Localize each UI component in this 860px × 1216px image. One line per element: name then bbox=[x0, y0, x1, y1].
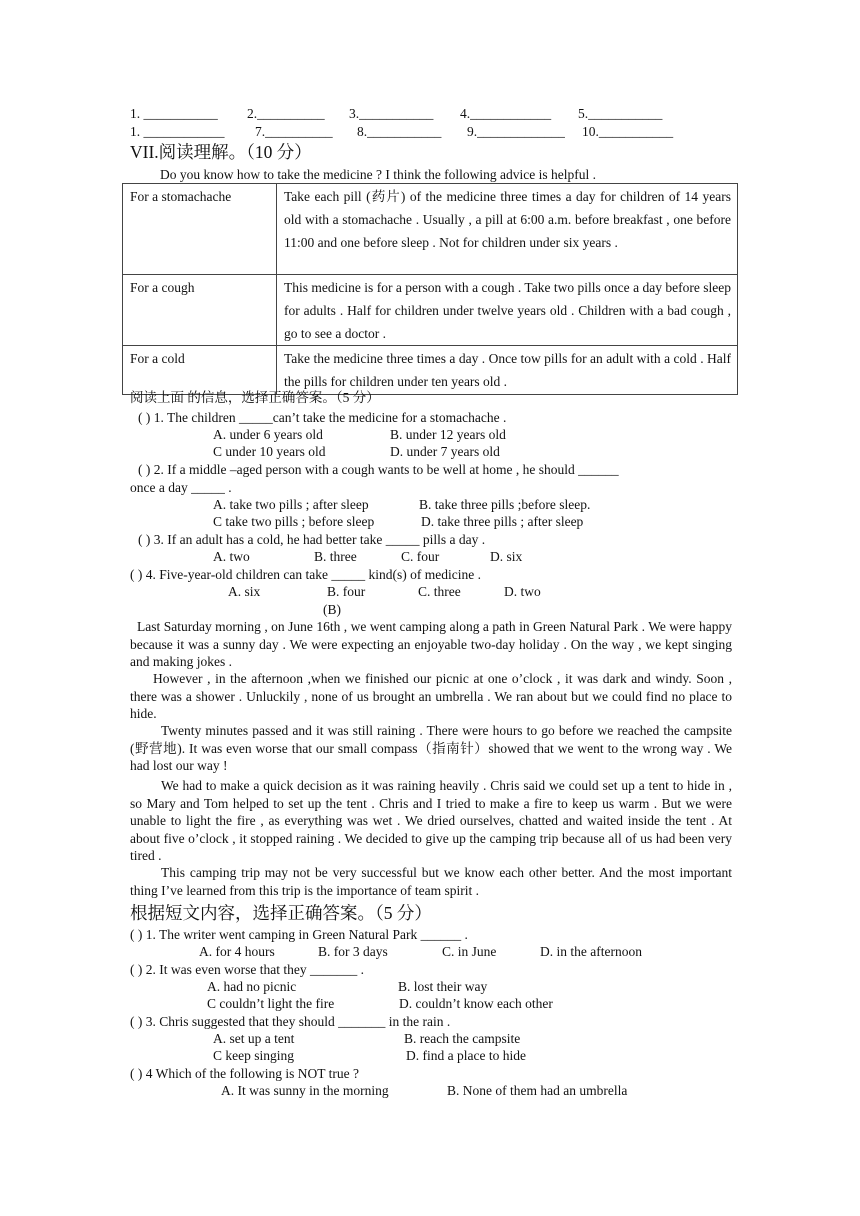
section-instruction: 根据短文内容，选择正确答案。（5 分） bbox=[130, 903, 432, 923]
answer-blank-1: 1. ___________ bbox=[130, 106, 218, 121]
answer-blank-7: 7.__________ bbox=[255, 124, 333, 139]
option-b: B. lost their way bbox=[398, 979, 488, 994]
section-instruction: 阅读上面 的信息，选择正确答案。（5 分） bbox=[130, 390, 380, 405]
option-c: C take two pills ; before sleep bbox=[213, 514, 375, 529]
medicine-advice-table bbox=[122, 183, 738, 395]
passage-paragraph: We had to make a quick decision as it was raining heavily . Chris said we could set up a tent to hide in , so Mary and Tom helped to set up the tent . Chris and I tried to make a fire to keep us warm . But we were unable to light the fire , as everything was wet . We dried ourselves, chatted and waited inside the tent . At about five o’clock , it stopped raining . We decided to give up the camping trip because all of us had been very tired . bbox=[130, 778, 732, 864]
table-cell-label: For a cough bbox=[123, 275, 277, 346]
section-heading: VII.阅读理解。（10 分） bbox=[130, 142, 312, 162]
option-d: D. six bbox=[490, 549, 523, 564]
question-stem: ( ) 4 Which of the following is NOT true ? bbox=[130, 1066, 359, 1081]
question-stem: ( ) 1. The children _____can’t take the medicine for a stomachache . bbox=[138, 410, 507, 425]
option-b: B. for 3 days bbox=[318, 944, 388, 959]
option-d: D. under 7 years old bbox=[390, 444, 500, 459]
answer-blank-8: 8.___________ bbox=[357, 124, 442, 139]
option-c: C. in June bbox=[442, 944, 497, 959]
option-c: C couldn’t light the fire bbox=[207, 996, 335, 1011]
option-a: A. six bbox=[228, 584, 261, 599]
question-stem: ( ) 3. If an adult has a cold, he had better take _____ pills a day . bbox=[138, 532, 486, 547]
question-stem: ( ) 4. Five-year-old children can take _____ kind(s) of medicine . bbox=[130, 567, 481, 582]
option-a: A. had no picnic bbox=[207, 979, 297, 994]
answer-blank-2: 2.__________ bbox=[247, 106, 325, 121]
option-a: A. under 6 years old bbox=[213, 427, 323, 442]
question-stem: ( ) 3. Chris suggested that they should _______ in the rain . bbox=[130, 1014, 451, 1029]
table-cell-label: For a stomachache bbox=[123, 184, 277, 275]
answer-blank-9: 9._____________ bbox=[467, 124, 565, 139]
option-a: A. for 4 hours bbox=[199, 944, 275, 959]
answer-blank-4: 4.____________ bbox=[460, 106, 552, 121]
question-stem: ( ) 1. The writer went camping in Green Natural Park ______ . bbox=[130, 927, 468, 942]
option-a: A. It was sunny in the morning bbox=[221, 1083, 389, 1098]
answer-blank-5: 5.___________ bbox=[578, 106, 663, 121]
option-d: D. in the afternoon bbox=[540, 944, 642, 959]
answer-blank-3: 3.___________ bbox=[349, 106, 434, 121]
answer-blank-10: 10.___________ bbox=[582, 124, 674, 139]
option-b: B. three bbox=[314, 549, 357, 564]
passage-paragraph: This camping trip may not be very successful but we know each other better. And the most important thing I’ve learned from this trip is the importance of team spirit . bbox=[130, 865, 732, 898]
passage-paragraph: Last Saturday morning , on June 16th , we went camping along a path in Green Natural Park . We were happy because it was a sunny day . We were expecting an enjoyable two-day holiday . On the way , we kept singing and making jokes . bbox=[130, 619, 732, 670]
option-b: B. four bbox=[327, 584, 366, 599]
option-d: D. two bbox=[504, 584, 541, 599]
option-a: A. take two pills ; after sleep bbox=[213, 497, 369, 512]
option-b: B. None of them had an umbrella bbox=[447, 1083, 628, 1098]
option-c: C under 10 years old bbox=[213, 444, 326, 459]
option-b: B. reach the campsite bbox=[404, 1031, 521, 1046]
option-c: C keep singing bbox=[213, 1048, 294, 1063]
answer-blank-6: 1. ____________ bbox=[130, 124, 225, 139]
table-cell-text: Take the medicine three times a day . Once tow pills for an adult with a cold . Half the pills for children under ten years old . bbox=[277, 346, 738, 395]
table-cell-text: This medicine is for a person with a cough . Take two pills once a day before sleep for adults . Half for children under twelve years old . Children with a bad cough , go to see a doctor . bbox=[277, 275, 738, 346]
table-row bbox=[123, 275, 738, 346]
table-row bbox=[123, 184, 738, 275]
option-d: D. take three pills ; after sleep bbox=[421, 514, 584, 529]
question-stem: ( ) 2. It was even worse that they _______ . bbox=[130, 962, 364, 977]
option-b: B. take three pills ;before sleep. bbox=[419, 497, 591, 512]
section-intro: Do you know how to take the medicine ? I think the following advice is helpful . bbox=[160, 167, 597, 182]
option-d: D. find a place to hide bbox=[406, 1048, 526, 1063]
question-stem: ( ) 2. If a middle –aged person with a cough wants to be well at home , he should ______ bbox=[138, 462, 619, 477]
option-a: A. two bbox=[213, 549, 250, 564]
option-b: B. under 12 years old bbox=[390, 427, 506, 442]
option-a: A. set up a tent bbox=[213, 1031, 295, 1046]
table-cell-label: For a cold bbox=[123, 346, 277, 395]
question-stem-continued: once a day _____ . bbox=[130, 480, 232, 495]
option-c: C. four bbox=[401, 549, 440, 564]
table-row bbox=[123, 346, 738, 395]
passage-paragraph: Twenty minutes passed and it was still raining . There were hours to go before we reached the campsite (野营地). It was even worse that our small compass（指南针）showed that we went to the wrong way . We had lost our way ! bbox=[130, 723, 732, 774]
option-c: C. three bbox=[418, 584, 461, 599]
passage-paragraph: However , in the afternoon ,when we finished our picnic at one o’clock , it was dark and windy. Soon , there was a shower . Unluckily , none of us brought an umbrella . We ran about but we could find no place to hide. bbox=[130, 671, 732, 722]
option-d: D. couldn’t know each other bbox=[399, 996, 553, 1011]
table-cell-text: Take each pill (药片) of the medicine three times a day for children of 14 years old with a stomachache . Usually , a pill at 6:00 a.m. before breakfast , one before 11:00 and one before sleep . Not for children under six years . bbox=[277, 184, 738, 275]
passage-label: (B) bbox=[323, 602, 341, 617]
